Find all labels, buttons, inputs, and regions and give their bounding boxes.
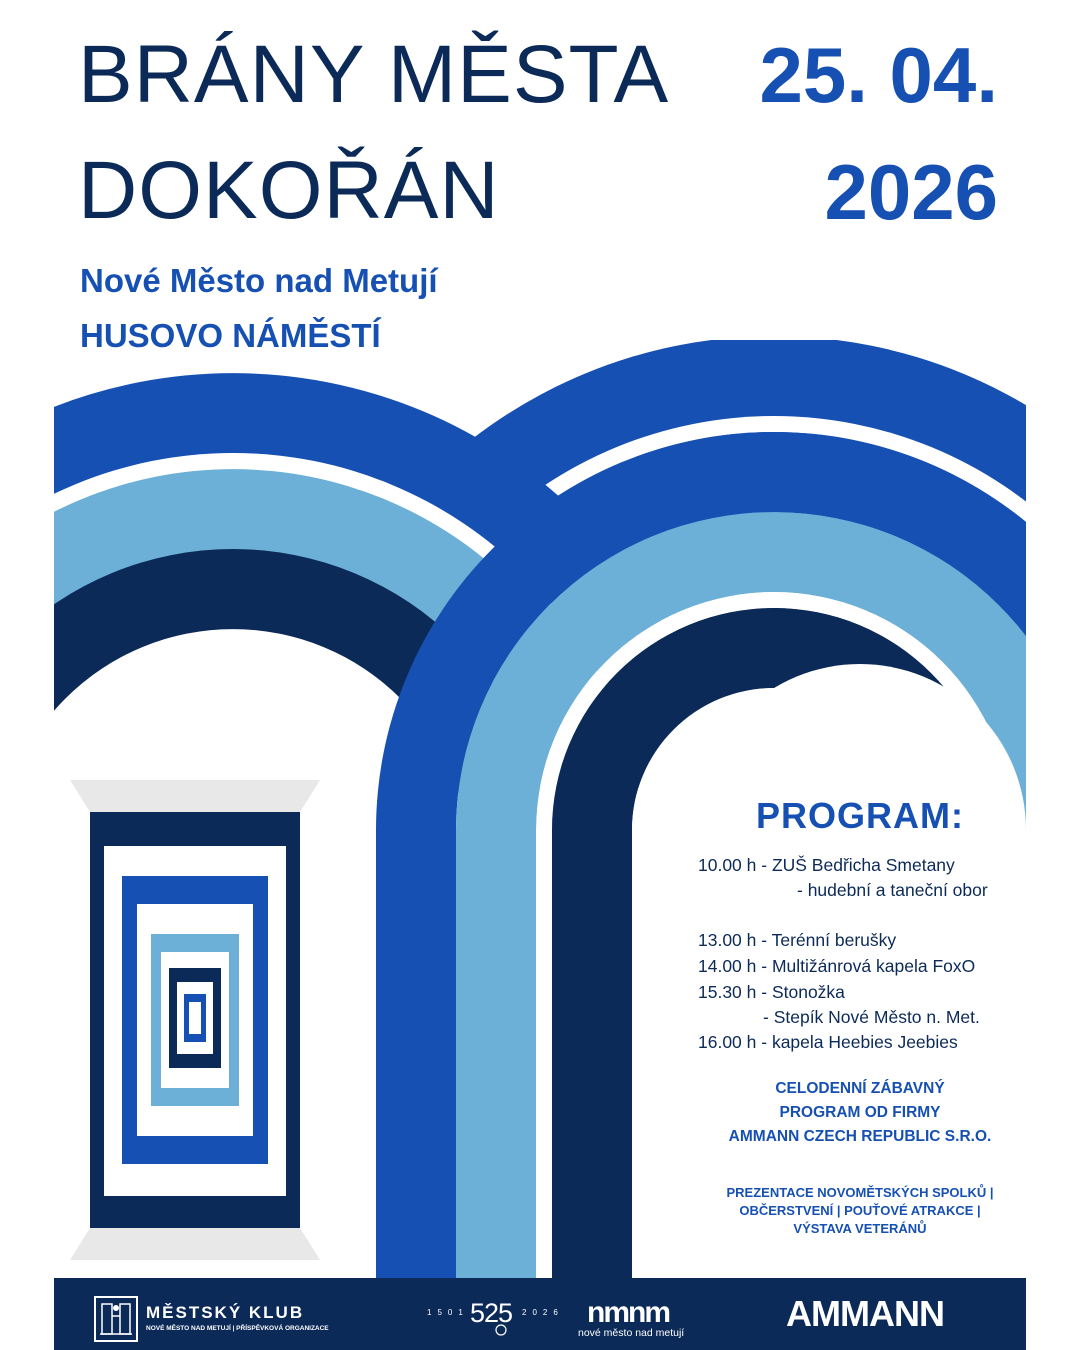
location-city: Nové Město nad Metují <box>80 262 438 299</box>
program-item: - Stepík Nové Město n. Met. <box>763 1007 980 1027</box>
extras-line-3: VÝSTAVA VETERÁNŮ <box>793 1221 927 1236</box>
allday-line-1: CELODENNÍ ZÁBAVNÝ <box>775 1080 945 1097</box>
anniversary-end-year: 2026 <box>522 1308 564 1317</box>
location-square: HUSOVO NÁMĚSTÍ <box>80 317 381 354</box>
anniversary-start-year: 1501 <box>427 1308 469 1317</box>
anniversary-number: 525 <box>470 1298 513 1328</box>
allday-line-2: PROGRAM OD FIRMY <box>779 1104 941 1121</box>
date-day-month: 25. 04. <box>759 31 998 119</box>
date-year: 2026 <box>824 148 998 236</box>
title-line-2: DOKOŘÁN <box>78 145 500 236</box>
program-item: - hudební a taneční obor <box>797 880 988 900</box>
mestsky-klub-name: MĚSTSKÝ KLUB <box>146 1303 305 1322</box>
mestsky-klub-subtitle: NOVÉ MĚSTO NAD METUJÍ | PŘÍSPĚVKOVÁ ORGANIZACE <box>146 1325 329 1332</box>
program-item: 15.30 h - Stonožka <box>698 982 845 1002</box>
nmnm-subtitle: nové město nad metují <box>578 1327 685 1339</box>
nmnm-logo: nmnm <box>587 1296 669 1329</box>
extras-line-2: OBČERSTVENÍ | POUŤOVÉ ATRAKCE | <box>739 1203 981 1218</box>
anniversary-emblem-icon <box>494 1324 508 1336</box>
allday-line-3: AMMANN CZECH REPUBLIC S.R.O. <box>728 1128 992 1145</box>
program-heading: PROGRAM: <box>756 795 964 836</box>
program-item: 13.00 h - Terénní berušky <box>698 930 897 950</box>
ammann-logo: AMMANN <box>786 1293 944 1334</box>
program-item: 14.00 h - Multižánrová kapela FoxO <box>698 956 976 976</box>
footer-bar <box>54 1278 1026 1350</box>
program-item: 16.00 h - kapela Heebies Jeebies <box>698 1032 958 1052</box>
mestsky-klub-logo-icon <box>94 1296 138 1342</box>
extras-line-1: PREZENTACE NOVOMĚTSKÝCH SPOLKŮ | <box>726 1185 994 1200</box>
title-line-1: BRÁNY MĚSTA <box>78 29 670 120</box>
program-item: 10.00 h - ZUŠ Bedřicha Smetany <box>698 855 955 875</box>
